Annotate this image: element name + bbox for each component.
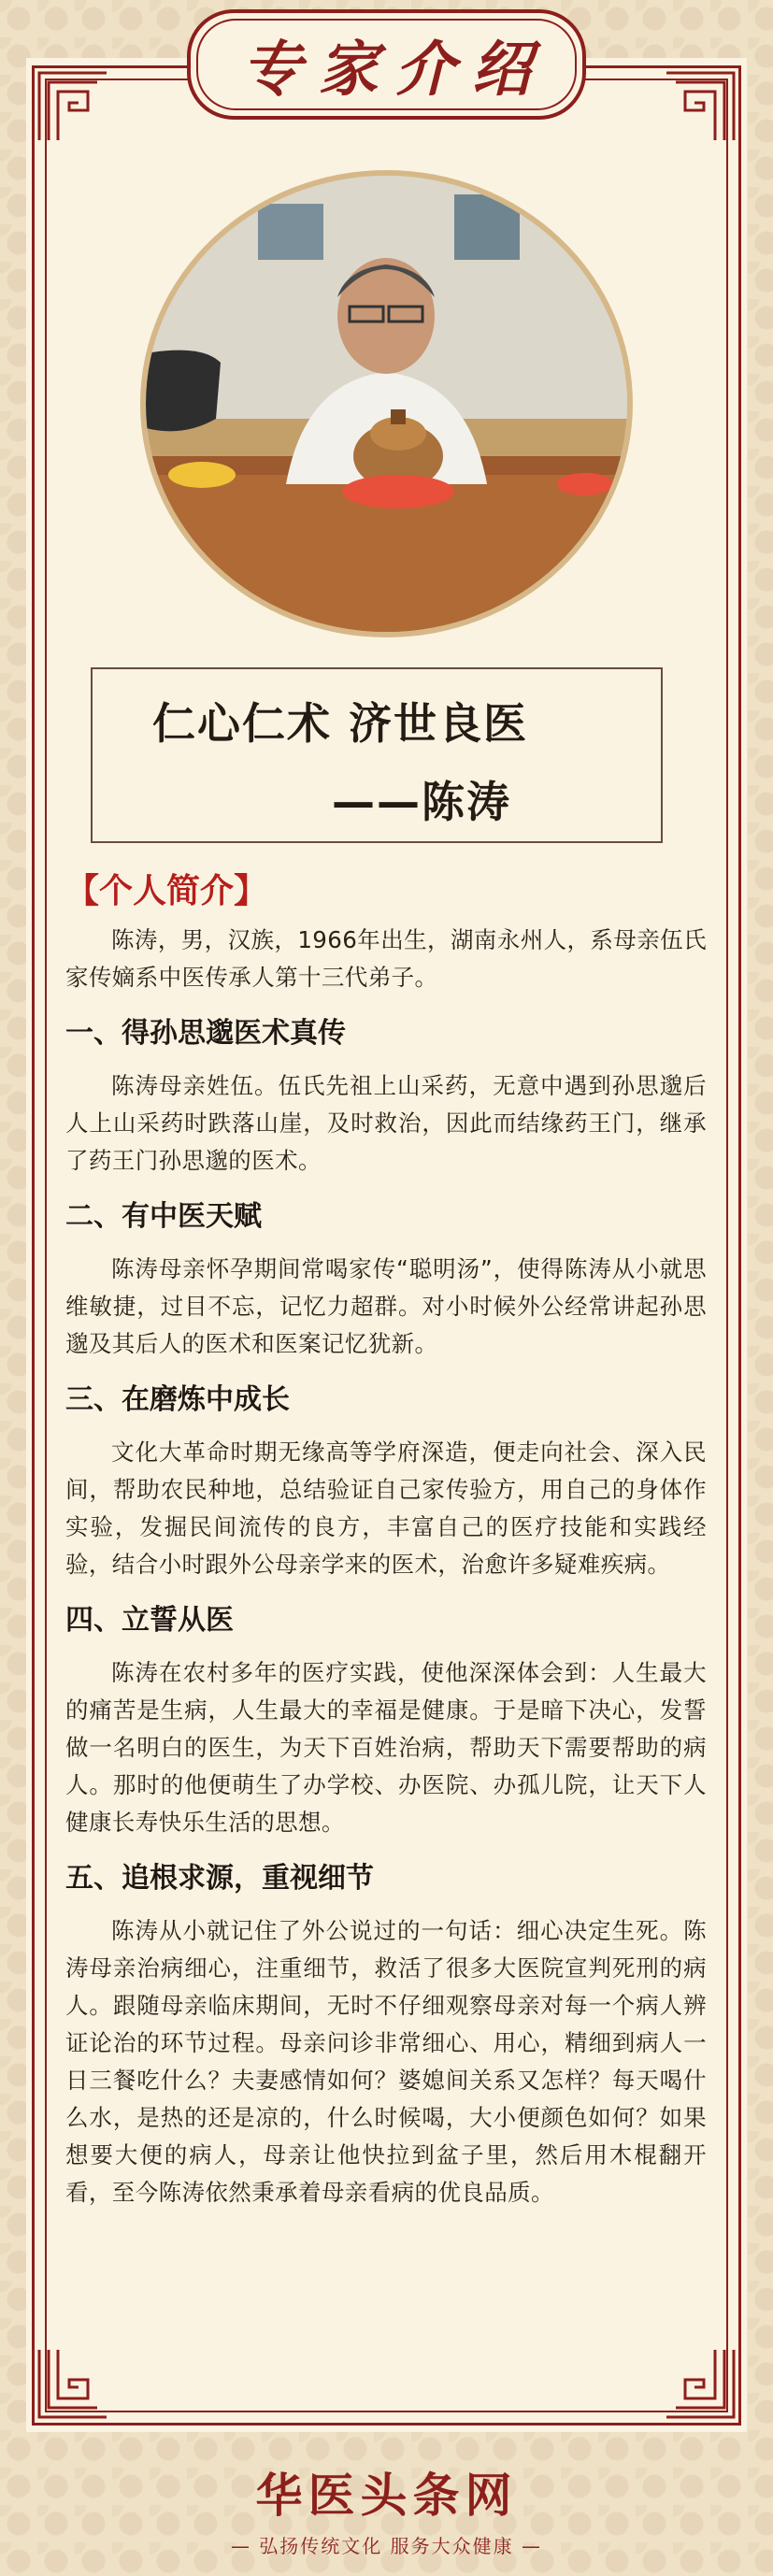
corner-ornament-top-right [663,69,737,144]
corner-ornament-bottom-right [663,2346,737,2421]
title-banner [187,9,586,120]
section-heading-4: 四、立誓从医 [65,1604,234,1637]
corner-ornament-bottom-left [36,2346,110,2421]
section-paragraph-1: 陈涛母亲姓伍。伍氏先祖上山采药，无意中遇到孙思邈后人上山采药时跌落山崖，及时救治，因此而结缘药王门，继承了药王门孙思邈的医术。 [65,1072,707,1174]
corner-ornament-top-left [36,69,110,144]
motto-box [91,667,663,843]
section-heading-5: 五、追根求源，重视细节 [65,1862,374,1895]
motto-signature: ——陈涛 [332,777,511,827]
section-heading-1: 一、得孙思邈医术真传 [65,1017,346,1050]
intro-heading: 【个人简介】 [65,872,268,910]
profile-content [65,869,707,2211]
banner-title: 专家介绍 [241,35,549,105]
section-paragraph-5: 陈涛从小就记住了外公说过的一句话：细心决定生死。陈涛母亲治病细心，注重细节，救活了很多大医院宣判死刑的病人。跟随母亲临床期间，无时不仔细观察母亲对每一个病人辨证论治的环节过程。母亲问诊非常细心、用心，精细到病人一日三餐吃什么？夫妻感情如何？婆媳间关系又怎样？每天喝什么水，是热的还是凉的，什么时候喝，大小便颜色如何？如果想要大便的病人，母亲让他快拉到盆子里，然后用木棍翻开看，至今陈涛依然秉承着母亲看病的优良品质。 [65,1917,707,2206]
footer-brand-logo: 华医头条网 [255,2469,518,2523]
section-paragraph-2: 陈涛母亲怀孕期间常喝家传“聪明汤”，使得陈涛从小就思维敏捷，过目不忘，记忆力超群。对小时候外公经常讲起孙思邈及其后人的医术和医案记忆犹新。 [65,1255,707,1357]
expert-portrait-photo [146,176,627,632]
section-paragraph-3: 文化大革命时期无缘高等学府深造，便走向社会、深入民间，帮助农民种地，总结验证自己家传验方，用自己的身体作实验，发掘民间流传的良方，丰富自己的医疗技能和实践经验，结合小时跟外公母亲学来的医术，治愈许多疑难疾病。 [65,1438,707,1578]
motto-line: 仁心仁术 济世良医 [152,698,529,749]
section-heading-2: 二、有中医天赋 [65,1200,262,1233]
intro-paragraph: 陈涛，男，汉族，1966年出生，湖南永州人，系母亲伍氏家传嫡系中医传承人第十三代弟子。 [65,926,707,991]
footer-slogan: — 弘扬传统文化 服务大众健康 — [230,2535,543,2557]
section-paragraph-4: 陈涛在农村多年的医疗实践，使他深深体会到：人生最大的痛苦是生病，人生最大的幸福是健康。于是暗下决心，发誓做一名明白的医生，为天下百姓治病，帮助天下需要帮助的病人。那时的他便萌生了办学校、办医院、办孤儿院，让天下人健康长寿快乐生活的思想。 [65,1659,707,1836]
section-heading-3: 三、在磨炼中成长 [65,1383,290,1416]
